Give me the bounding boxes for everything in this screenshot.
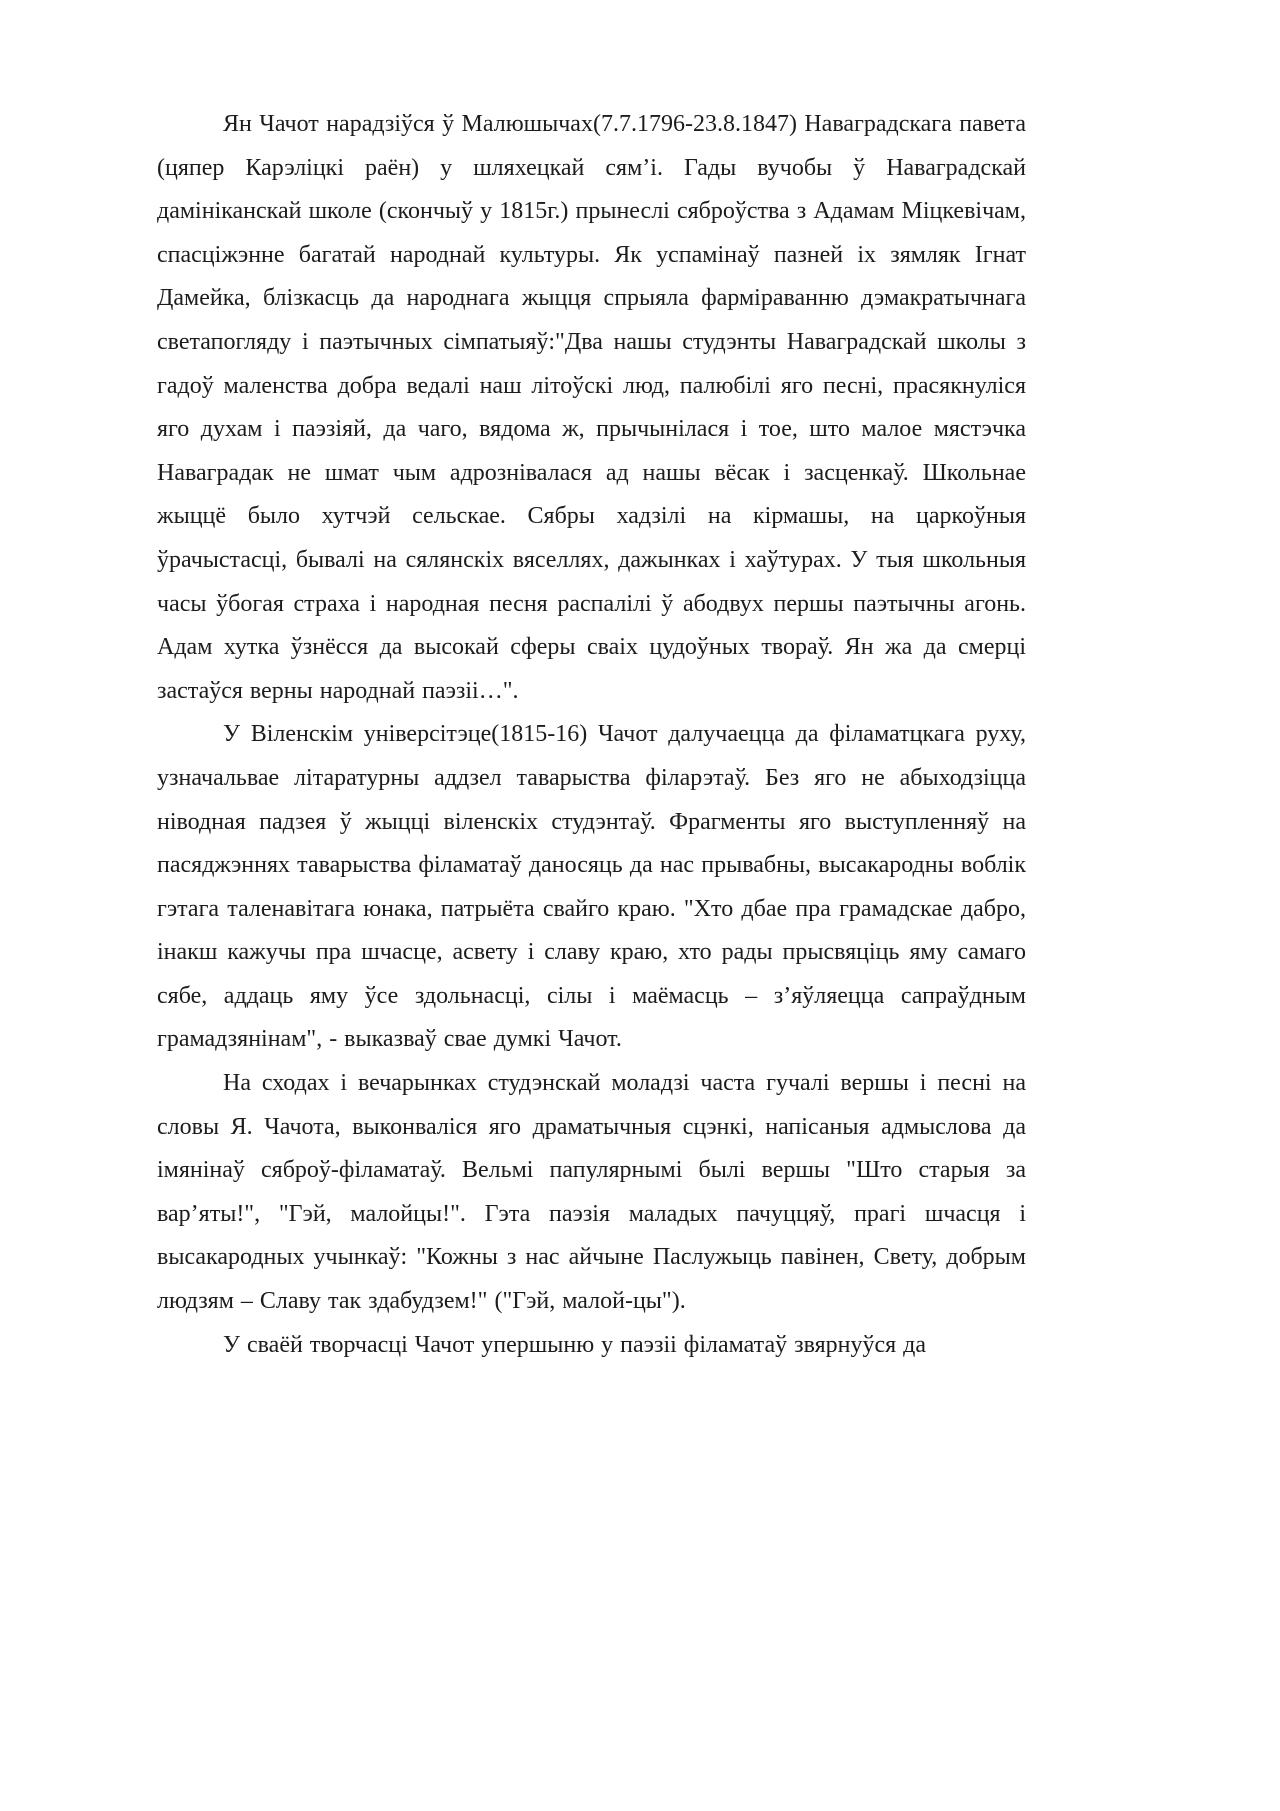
paragraph-birth-and-schooling: Ян Чачот нарадзіўся ў Малюшычах(7.7.1796-23.8.1847) Наваградскага павета (цяпер Карэліцкі раён) у шляхецкай сям’і. Гады вучобы ў Наваградскай дамініканскай школе (скончыў у 1815г.) прынеслі сяброўства з Адамам Міцкевічам, спасціжэнне багатай народнай культуры. Як успамінаў пазней іх зямляк Ігнат Дамейка, блізкасць да народнага жыцця спрыяла фарміраванню дэмакратычнага светапогляду і паэтычных сімпатыяў:"Два нашы студэнты Наваградскай школы з гадоў маленства добра ведалі наш літоўскі люд, палюбілі яго песні, прасякнуліся яго духам і паэзіяй, да чаго, вядома ж, прычынілася і тое, што малое мястэчка Наваградак не шмат чым адрознівалася ад нашы вёсак і засценкаў. Школьнае жыццё было хутчэй сельскае. Сябры хадзілі на кірмашы, на царкоўныя ўрачыстасці, бывалі на сялянскіх вяселлях, дажынках і хаўтурах. У тыя школьныя часы ўбогая страха і народная песня распалілі ў абодвух першы паэтычны агонь. Адам хутка ўзнёсся да высокай сферы сваіх цудоўных твораў. Ян жа да смерці застаўся верны народнай паэзіі…". — [157, 111, 1026, 704]
paragraph-creative-work: У сваёй творчасці Чачот упершыню у паэзіі філаматаў звярнуўся да — [223, 1331, 927, 1358]
paragraph-vilnius-university: У Віленскім універсітэце(1815-16) Чачот далучаецца да філаматцкага руху, узначальвае літаратурны аддзел таварыства філарэтаў. Без яго не абыходзіцца ніводная падзея ў жыцці віленскіх студэнтаў. Фрагменты яго выступленняў на пасяджэннях таварыства філаматаў даносяць да нас прывабны, высакародны воблік гэтага таленавітага юнака, патрыёта свайго краю. "Хто дбае пра грамадскае дабро, інакш кажучы пра шчасце, асвету і славу краю, хто рады прысвяціць яму самаго сябе, аддаць яму ўсе здольнасці, сілы і маёмасць – з’яўляецца сапраўдным грамадзянінам", - выказваў свае думкі Чачот. — [157, 721, 1026, 1053]
paragraph-student-gatherings: На сходах і вечарынках студэнскай моладзі часта гучалі вершы і песні на словы Я. Чачота, выконваліся яго драматычныя сцэнкі, напісаныя адмыслова да імянінаў сяброў-філаматаў. Вельмі папулярнымі былі вершы "Што старыя за вар’яты!", "Гэй, малойцы!". Гэта паэзія маладых пачуццяў, прагі шчасця і высакародных учынкаў: "Кожны з нас айчыне Паслужыць павінен, Свету, добрым людзям – Славу так здабудзем!" ("Гэй, малой-цы"). — [157, 1070, 1026, 1315]
